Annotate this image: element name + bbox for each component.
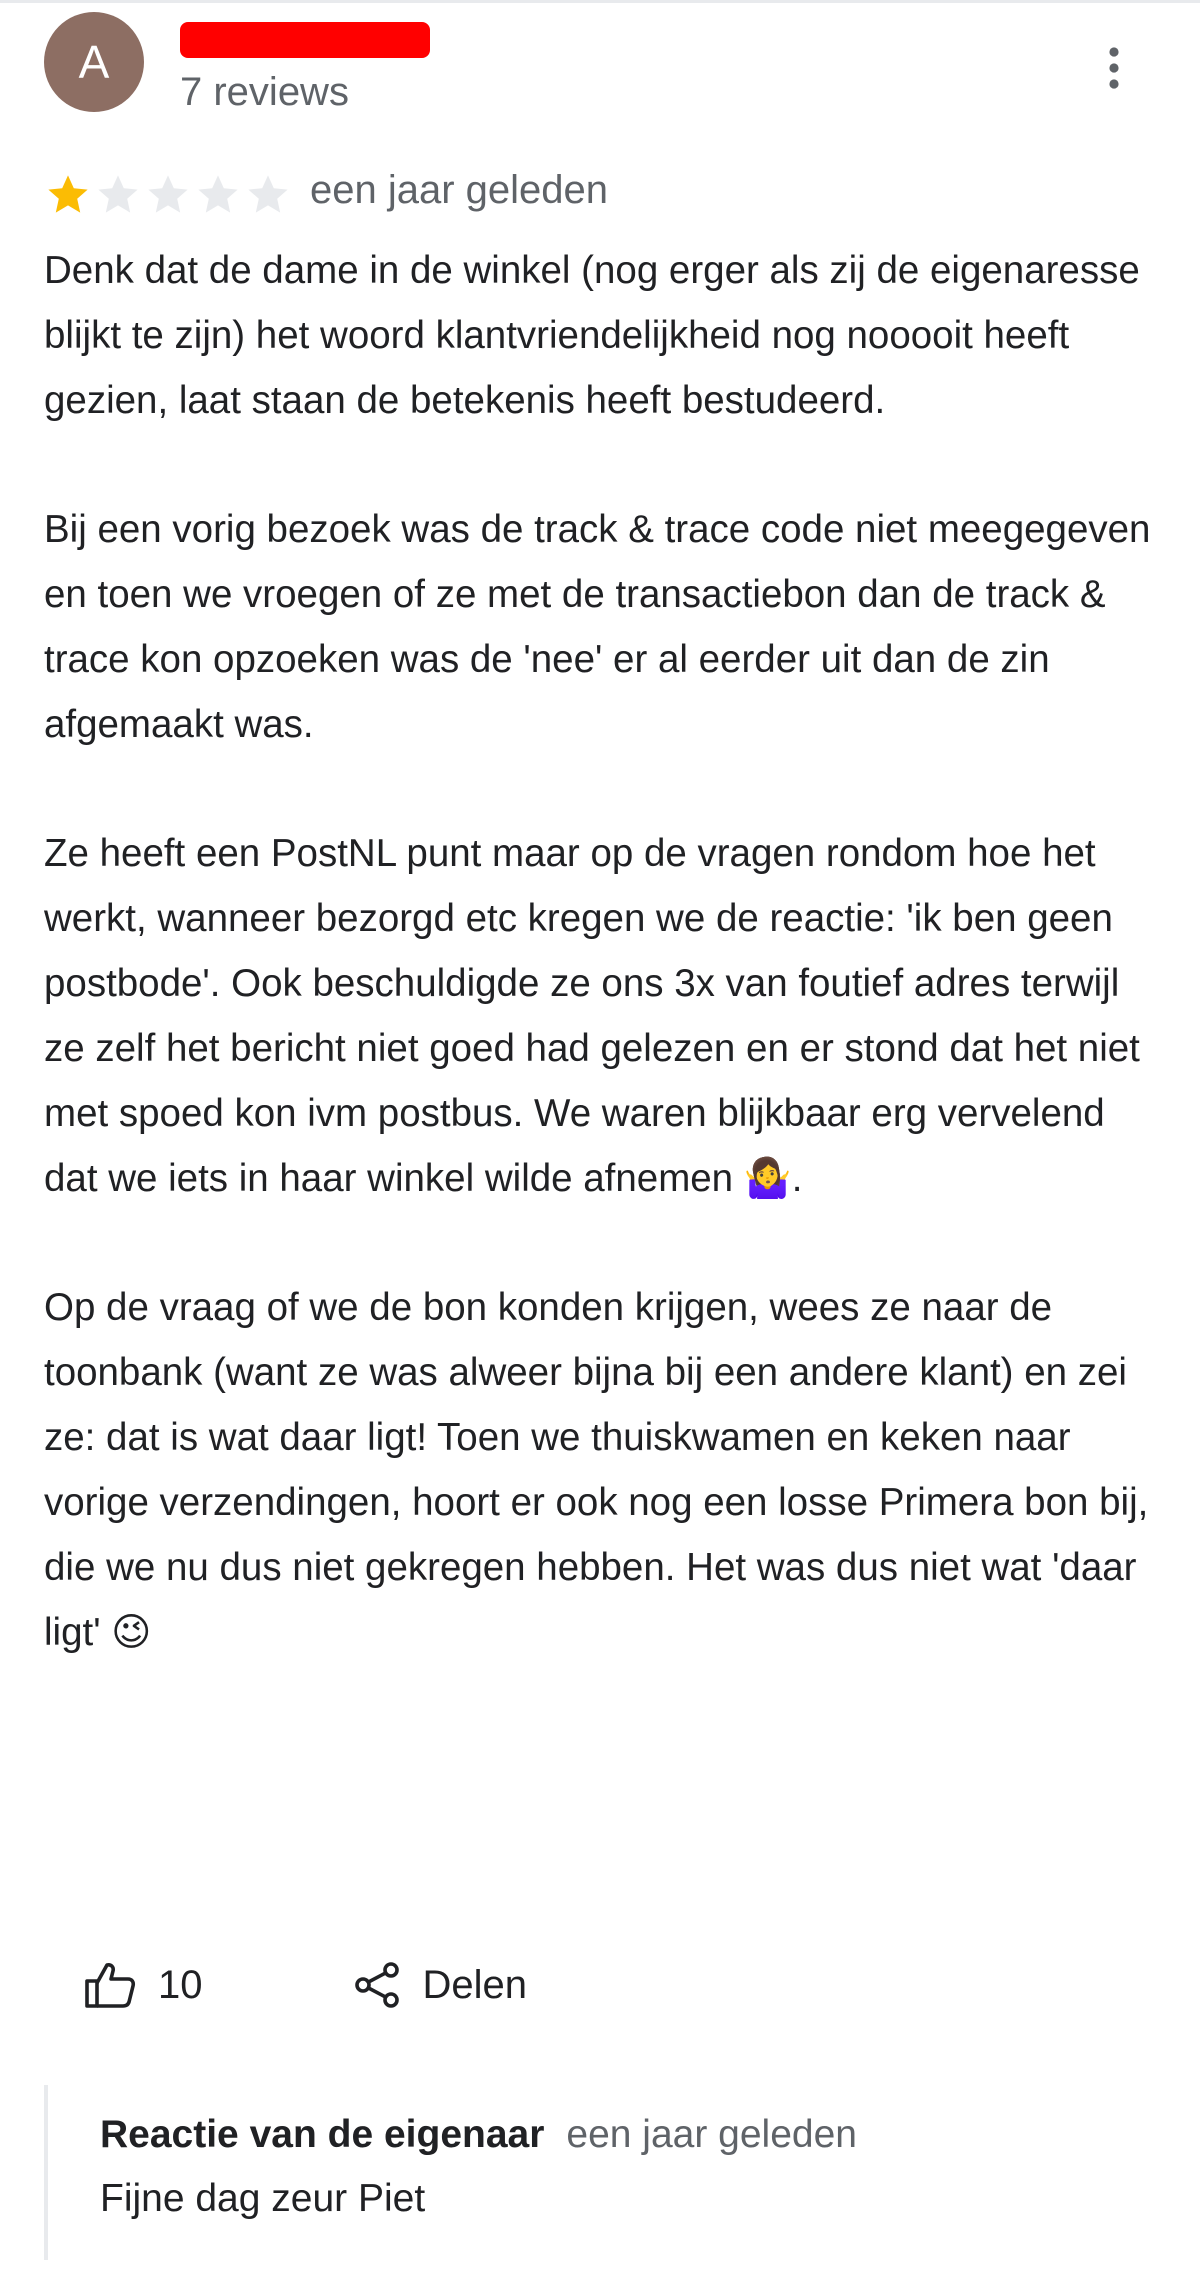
thumbs-up-icon xyxy=(84,1961,136,2009)
star-empty-icon xyxy=(194,171,242,219)
review-date: een jaar geleden xyxy=(310,168,609,212)
owner-reply xyxy=(44,2085,1148,2260)
star-rating xyxy=(44,168,294,222)
star-filled-icon xyxy=(44,171,92,219)
redacted-reviewer-name xyxy=(180,22,430,58)
star-empty-icon xyxy=(94,171,142,219)
review-paragraph: Op de vraag of we de bon konden krijgen, wees ze naar de toonbank (want ze was alweer bijna bij een andere klant) en zei ze: dat is wat daar ligt! Toen we thuiskwamen en keken naar vorige verzendingen, hoort er ook nog een losse Primera bon bij, die we nu dus niet gekregen hebben. Het was dus niet wat 'daar ligt' 😉 xyxy=(44,1286,1149,1654)
review-text xyxy=(44,238,1164,1665)
share-label: Delen xyxy=(422,1962,528,2007)
owner-reply-date: een jaar geleden xyxy=(566,2113,857,2156)
more-vert-icon xyxy=(1108,47,1120,89)
review-paragraph: Denk dat de dame in de winkel (nog erger als zij de eigenaresse blijkt te zijn) het woord klantvriendelijkheid nog nooooit heeft gezien, laat staan de betekenis heeft bestudeerd. xyxy=(44,249,1140,422)
avatar-letter: A xyxy=(78,36,110,88)
review-paragraph: Ze heeft een PostNL punt maar op de vragen rondom hoe het werkt, wanneer bezorgd etc kregen we de reactie: 'ik ben geen postbode'. Ook beschuldigde ze ons 3x van foutief adres terwijl ze zelf het bericht niet goed had gelezen en er stond dat het niet met spoed kon ivm postbus. We waren blijkbaar erg vervelend dat we iets in haar winkel wilde afnemen 🤷‍♀️. xyxy=(44,832,1140,1200)
star-empty-icon xyxy=(244,171,292,219)
star-empty-icon xyxy=(144,171,192,219)
avatar[interactable] xyxy=(44,12,144,112)
like-button[interactable] xyxy=(84,1961,203,2009)
owner-reply-text: Fijne dag zeur Piet xyxy=(100,2177,426,2220)
share-button[interactable] xyxy=(353,1961,528,2009)
reviews-count[interactable]: 7 reviews xyxy=(180,70,349,114)
review-actions xyxy=(84,1950,527,2020)
top-divider xyxy=(0,0,1200,3)
review-paragraph: Bij een vorig bezoek was de track & trace code niet meegegeven en toen we vroegen of ze met de transactiebon dan de track & trace kon opzoeken was de 'nee' er al eerder uit dan de zin afgemaakt was. xyxy=(44,508,1151,746)
like-count: 10 xyxy=(158,1962,203,2007)
more-options-button[interactable] xyxy=(1090,40,1138,96)
owner-reply-header xyxy=(100,2113,857,2157)
owner-reply-label: Reactie van de eigenaar xyxy=(100,2113,545,2156)
share-icon xyxy=(353,1961,401,2009)
